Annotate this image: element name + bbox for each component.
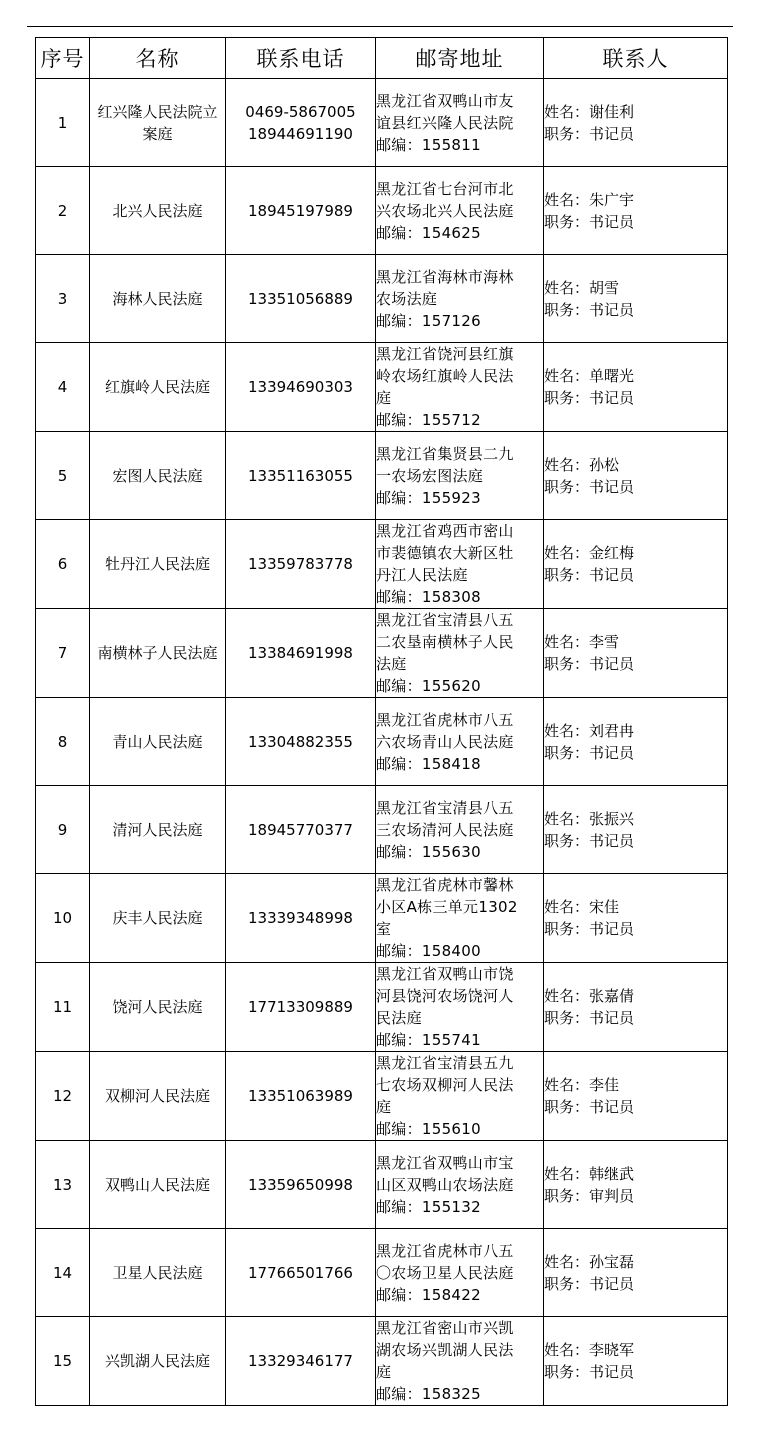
address-cell [376,343,544,432]
address-line: 室 [376,920,392,938]
contact-role: 职务：书记员 [544,831,635,850]
header-phone: 联系电话 [226,38,376,79]
address-line: 黑龙江省双鸭山市宝 [376,1153,514,1172]
court-name-cell [90,432,226,520]
phone-number: 13359783778 [248,555,353,573]
phone-cell [226,874,376,963]
contact-role: 职务：书记员 [544,124,635,143]
phone-cell [226,1052,376,1141]
phone-number: 13351163055 [248,466,353,485]
table-body [36,79,728,1406]
court-name-cell [90,1141,226,1229]
address-line: 邮编：155741 [376,1031,481,1049]
address-line: 黑龙江省集贤县二九 [376,444,514,463]
contact-cell [544,343,728,432]
address-line: 农场法庭 [376,289,438,308]
contact-role: 职务：书记员 [544,566,635,584]
contact-cell [544,432,728,520]
table-row [36,1229,728,1317]
address-line: 黑龙江省七台河市北 [376,179,514,198]
phone-cell [226,963,376,1052]
court-name: 饶河人民法庭 [112,998,203,1016]
contact-name: 姓名：李佳 [544,1076,620,1094]
address-cell [376,432,544,520]
address-line: 七农场双柳河人民法 [376,1076,514,1094]
court-name: 青山人民法庭 [112,732,203,751]
table-row [36,520,728,609]
table-row [36,255,728,343]
contact-role: 职务：书记员 [544,1098,635,1116]
court-name-cell [90,167,226,255]
phone-cell [226,609,376,698]
phone-cell [226,1317,376,1406]
court-contact-table [35,37,728,1406]
row-index: 9 [36,786,90,874]
address-line: 邮编：158308 [376,588,481,606]
table-row [36,786,728,874]
contact-cell [544,786,728,874]
table-row [36,167,728,255]
phone-cell [226,432,376,520]
address-line: 黑龙江省海林市海林 [376,267,514,286]
contact-cell [544,609,728,698]
address-line: 邮编：155620 [376,677,481,695]
address-line: 邮编：155132 [376,1197,481,1216]
address-line: 一农场宏图法庭 [376,466,484,485]
court-name-cell [90,520,226,609]
address-line: 丹江人民法庭 [376,566,468,584]
court-name: 庆丰人民法庭 [112,909,203,927]
address-cell [376,786,544,874]
address-cell [376,963,544,1052]
address-line: 黑龙江省宝清县八五 [376,798,514,817]
address-line: 六农场青山人民法庭 [376,732,514,751]
contact-name: 姓名：金红梅 [544,544,635,562]
court-name: 兴凯湖人民法庭 [104,1352,210,1370]
phone-number: 13384691998 [248,644,353,662]
phone-number: 13304882355 [248,732,353,751]
contact-name: 姓名：单曙光 [544,367,635,385]
contact-name: 姓名：孙宝磊 [544,1252,635,1271]
contact-cell [544,255,728,343]
contact-name: 姓名：朱广宇 [544,190,635,209]
address-line: 黑龙江省鸡西市密山 [376,522,514,540]
contact-role: 职务：审判员 [544,1186,635,1205]
address-line: 邮编：154625 [376,223,481,242]
contact-name: 姓名：刘君冉 [544,721,635,740]
address-line: 山区双鸭山农场法庭 [376,1175,514,1194]
address-cell [376,1229,544,1317]
row-index: 3 [36,255,90,343]
address-line: 兴农场北兴人民法庭 [376,201,514,220]
court-name: 宏图人民法庭 [112,466,203,485]
phone-cell [226,1141,376,1229]
address-cell [376,1141,544,1229]
phone-cell [226,343,376,432]
header-contact: 联系人 [544,38,728,79]
court-name-cell [90,963,226,1052]
court-name: 北兴人民法庭 [112,201,203,220]
address-line: 邮编：157126 [376,311,481,330]
row-index: 13 [36,1141,90,1229]
court-name: 清河人民法庭 [112,820,203,839]
row-index: 4 [36,343,90,432]
contact-cell [544,1317,728,1406]
court-name-cell [90,1052,226,1141]
address-line: 黑龙江省双鸭山市饶 [376,965,514,983]
contact-cell [544,1052,728,1141]
court-name: 红兴隆人民法院立案庭 [97,102,218,143]
table-row [36,432,728,520]
row-index: 1 [36,79,90,167]
top-rule [27,26,733,27]
phone-cell [226,698,376,786]
header-index: 序号 [36,38,90,79]
address-line: 邮编：155811 [376,135,481,154]
address-line: 黑龙江省虎林市八五 [376,710,514,729]
contact-name: 姓名：宋佳 [544,898,620,916]
contact-name: 姓名：张嘉倩 [544,987,635,1005]
contact-cell [544,1141,728,1229]
row-index: 8 [36,698,90,786]
address-line: 小区A栋三单元1302 [376,898,518,916]
court-name-cell [90,698,226,786]
contact-cell [544,167,728,255]
phone-number: 18945770377 [248,820,353,839]
contact-role: 职务：书记员 [544,743,635,762]
address-line: 邮编：158422 [376,1285,481,1304]
table-row [36,1052,728,1141]
contact-role: 职务：书记员 [544,1274,635,1293]
phone-number: 18944691190 [248,124,353,143]
address-line: 邮编：158418 [376,754,481,773]
phone-number: 18945197989 [248,201,353,220]
address-line: 谊县红兴隆人民法院 [376,113,514,132]
row-index: 11 [36,963,90,1052]
address-cell [376,1317,544,1406]
address-line: 庭 [376,1098,392,1116]
court-name: 海林人民法庭 [112,289,203,308]
address-cell [376,255,544,343]
phone-number: 17766501766 [248,1263,353,1282]
contact-name: 姓名：谢佳利 [544,102,635,121]
address-line: 黑龙江省虎林市馨林 [376,876,514,894]
contact-cell [544,963,728,1052]
contact-name: 姓名：李晓军 [544,1341,635,1359]
phone-number: 17713309889 [248,998,353,1016]
row-index: 7 [36,609,90,698]
court-name: 双柳河人民法庭 [104,1087,210,1105]
table-row [36,1141,728,1229]
address-line: 湖农场兴凯湖人民法 [376,1341,514,1359]
address-line: 黑龙江省宝清县五九 [376,1054,514,1072]
court-name-cell [90,343,226,432]
table-row [36,609,728,698]
phone-cell [226,520,376,609]
table-row [36,343,728,432]
address-cell [376,79,544,167]
address-line: 庭 [376,389,392,407]
address-line: 邮编：155610 [376,1120,481,1138]
contact-name: 姓名：张振兴 [544,809,635,828]
contact-role: 职务：书记员 [544,1009,635,1027]
row-index: 15 [36,1317,90,1406]
address-line: 邮编：158325 [376,1385,481,1403]
contact-cell [544,1229,728,1317]
contact-cell [544,874,728,963]
phone-number: 13394690303 [248,378,353,396]
address-line: 河县饶河农场饶河人 [376,987,514,1005]
phone-number: 13339348998 [248,909,353,927]
address-cell [376,698,544,786]
address-line: 民法庭 [376,1009,422,1027]
phone-number: 13351056889 [248,289,353,308]
phone-number: 0469-5867005 [245,102,356,121]
address-line: 邮编：155712 [376,411,481,429]
phone-number: 13329346177 [248,1352,353,1370]
contact-cell [544,698,728,786]
address-line: 岭农场红旗岭人民法 [376,367,514,385]
address-line: 黑龙江省双鸭山市友 [376,91,514,110]
contact-role: 职务：书记员 [544,212,635,231]
address-line: 〇农场卫星人民法庭 [376,1263,514,1282]
address-line: 市裴德镇农大新区牡 [376,544,514,562]
address-line: 黑龙江省宝清县八五 [376,611,514,629]
row-index: 6 [36,520,90,609]
phone-number: 13351063989 [248,1087,353,1105]
court-name: 红旗岭人民法庭 [104,378,210,396]
address-line: 邮编：158400 [376,942,481,960]
header-address: 邮寄地址 [376,38,544,79]
contact-name: 姓名：李雪 [544,633,620,651]
table-header-row [36,38,728,79]
table-row [36,963,728,1052]
row-index: 2 [36,167,90,255]
address-cell [376,167,544,255]
address-line: 法庭 [376,655,407,673]
court-name: 卫星人民法庭 [112,1263,203,1282]
row-index: 5 [36,432,90,520]
address-line: 三农场清河人民法庭 [376,820,514,839]
address-cell [376,1052,544,1141]
phone-cell [226,255,376,343]
header-name: 名称 [90,38,226,79]
court-name-cell [90,874,226,963]
contact-name: 姓名：韩继武 [544,1164,635,1183]
court-name-cell [90,1317,226,1406]
row-index: 14 [36,1229,90,1317]
address-line: 邮编：155630 [376,842,481,861]
court-name: 南横林子人民法庭 [97,644,218,662]
address-cell [376,609,544,698]
court-name-cell [90,79,226,167]
contact-cell [544,79,728,167]
contact-role: 职务：书记员 [544,389,635,407]
court-name-cell [90,786,226,874]
court-name-cell [90,609,226,698]
address-line: 二农垦南横林子人民 [376,633,514,651]
address-line: 黑龙江省虎林市八五 [376,1241,514,1260]
contact-name: 姓名：胡雪 [544,278,620,297]
court-name-cell [90,1229,226,1317]
table-row [36,874,728,963]
phone-cell [226,167,376,255]
contact-name: 姓名：孙松 [544,455,620,474]
address-line: 庭 [376,1363,392,1381]
phone-cell [226,79,376,167]
address-cell [376,520,544,609]
court-name: 双鸭山人民法庭 [104,1175,210,1194]
contact-role: 职务：书记员 [544,477,635,496]
address-line: 黑龙江省饶河县红旗 [376,345,514,363]
row-index: 12 [36,1052,90,1141]
contact-role: 职务：书记员 [544,655,635,673]
address-line: 邮编：155923 [376,488,481,507]
contact-role: 职务：书记员 [544,920,635,938]
contact-cell [544,520,728,609]
address-cell [376,874,544,963]
address-line: 黑龙江省密山市兴凯 [376,1319,514,1337]
court-name-cell [90,255,226,343]
row-index: 10 [36,874,90,963]
table-row [36,698,728,786]
contact-role: 职务：书记员 [544,1363,635,1381]
contact-role: 职务：书记员 [544,300,635,319]
phone-number: 13359650998 [248,1175,353,1194]
phone-cell [226,786,376,874]
table-row [36,1317,728,1406]
table-row [36,79,728,167]
phone-cell [226,1229,376,1317]
court-name: 牡丹江人民法庭 [104,555,210,573]
